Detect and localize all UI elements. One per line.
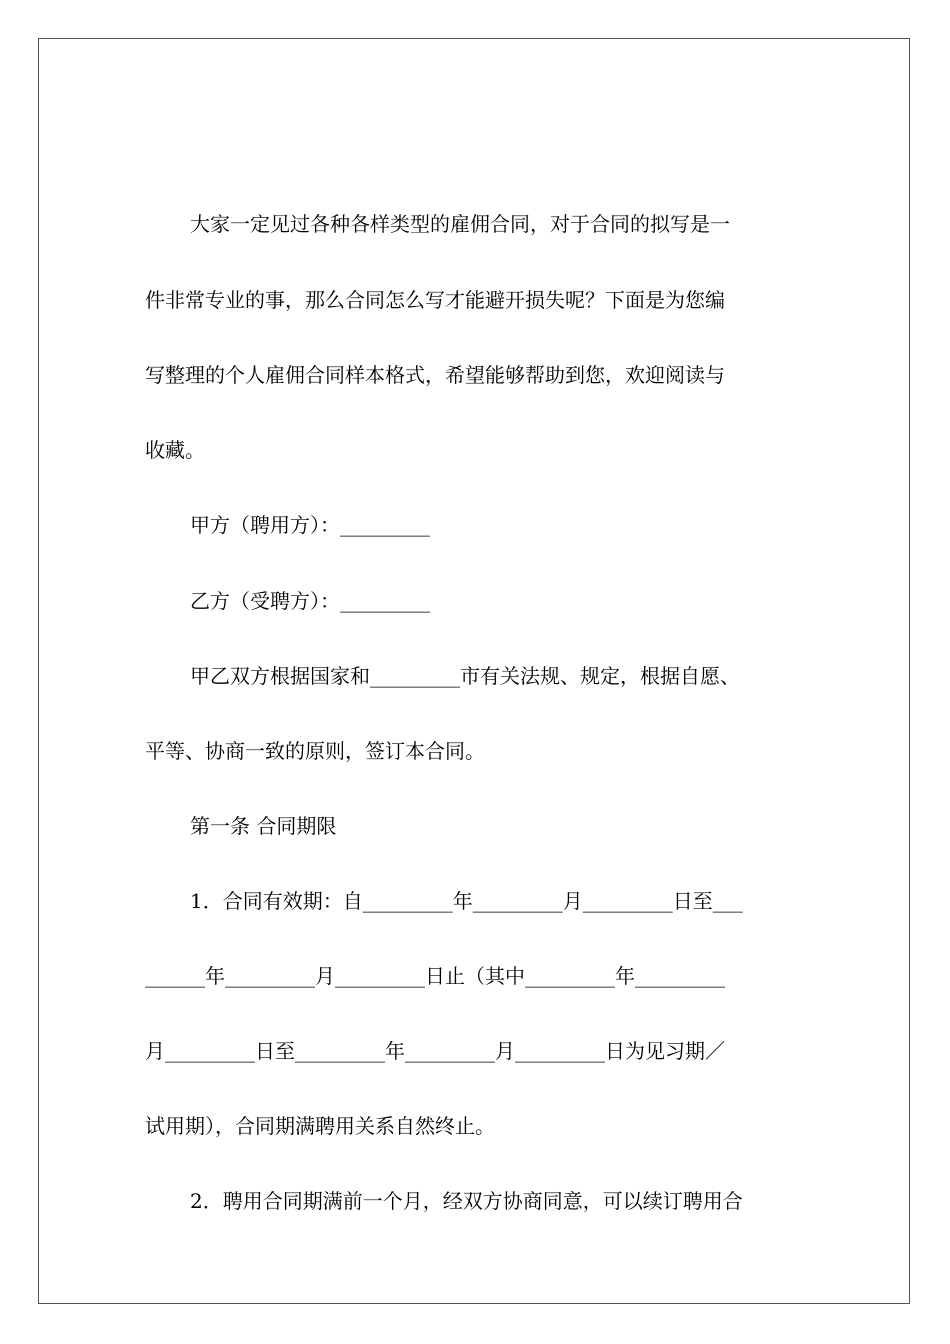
clause-1-line-4: 试用期），合同期满聘用关系自然终止。 — [145, 1114, 495, 1138]
intro-line-1: 大家一定见过各种各样类型的雇佣合同，对于合同的拟写是一 — [190, 212, 730, 236]
clause-1-line-3: 月_________日至_________年_________月_________日为见习期／ — [145, 1039, 725, 1063]
intro-line-2: 件非常专业的事，那么合同怎么写才能避开损失呢？下面是为您编 — [145, 288, 725, 312]
agreement-line-2: 平等、协商一致的原则，签订本合同。 — [145, 739, 485, 763]
clause-1-line-1: 1．合同有效期：自_________年_________月_________日至___ — [190, 889, 743, 913]
intro-line-3: 写整理的个人雇佣合同样本格式，希望能够帮助到您，欢迎阅读与 — [145, 363, 725, 387]
agreement-line-1: 甲乙双方根据国家和_________市有关法规、规定，根据自愿、 — [190, 664, 740, 688]
article-1-heading: 第一条 合同期限 — [190, 814, 337, 838]
party-a-line: 甲方（聘用方）：_________ — [190, 513, 430, 537]
clause-1-line-2: ______年_________月_________日止（其中_________年_________ — [145, 964, 725, 988]
clause-2-line-1: 2．聘用合同期满前一个月，经双方协商同意，可以续订聘用合 — [190, 1189, 743, 1213]
intro-line-4: 收藏。 — [145, 438, 205, 462]
party-b-line: 乙方（受聘方）：_________ — [190, 589, 430, 613]
